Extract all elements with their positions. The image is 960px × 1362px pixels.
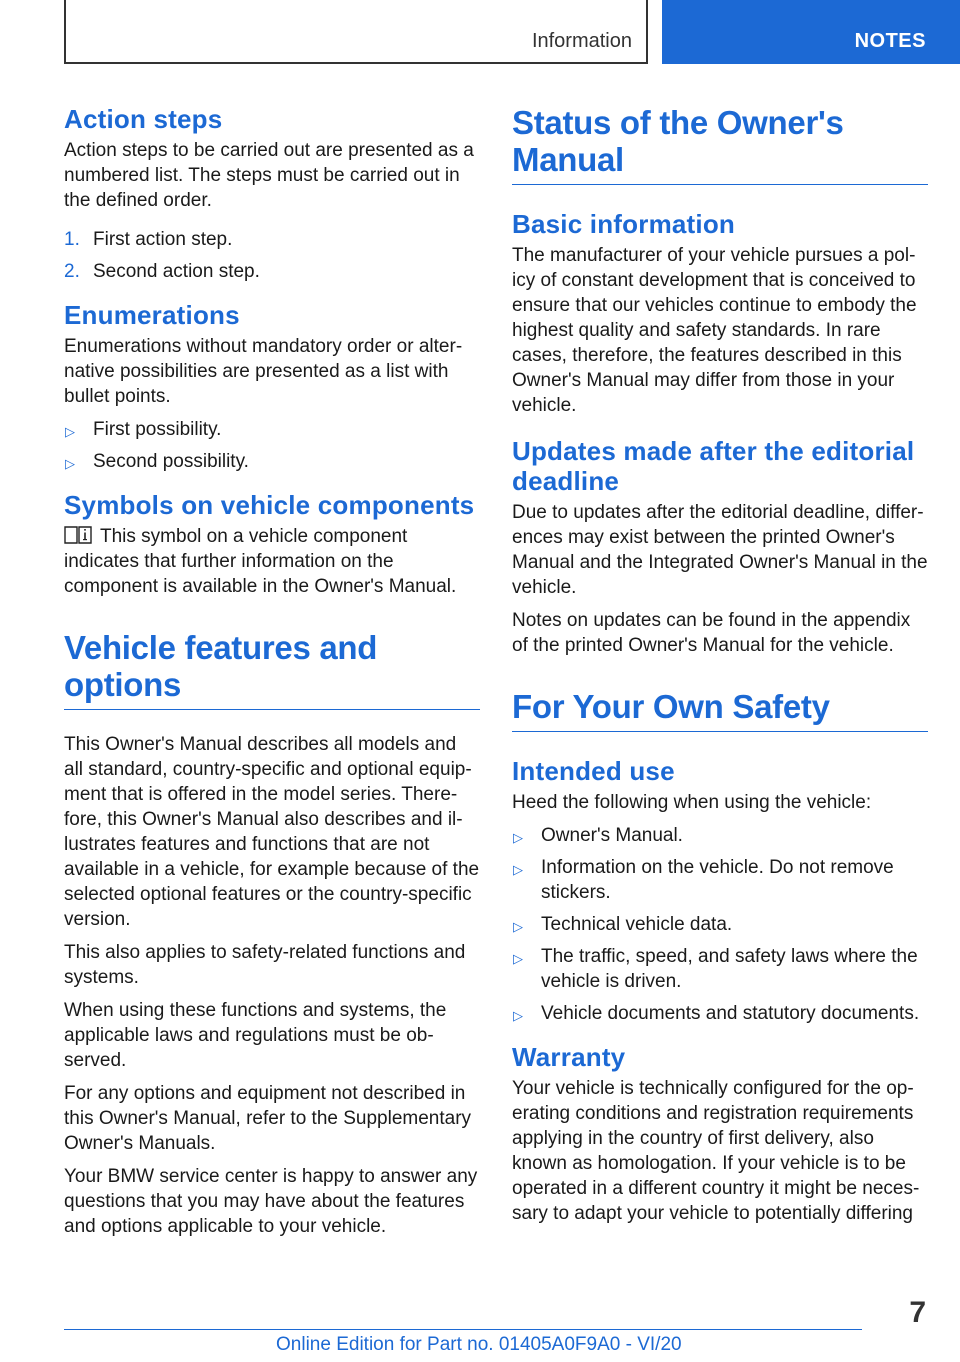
heading-action-steps: Action steps [64,104,223,134]
triangle-bullet-icon: ▷ [65,424,75,439]
features-paragraph: When using these functions and systems, the applicable laws and regulations must be observed. [64,1000,447,1071]
notes-tab-label: NOTES [854,30,926,52]
list-item: ▷ Vehicle documents and statutory documents. [512,1001,928,1026]
action-steps-text: Action steps to be carried out are presented as a numbered list. The steps must be carried out in the defined order. [64,140,474,211]
heading-warranty: Warranty [512,1042,626,1072]
updates-paragraph: Due to updates after the editorial deadline, differences may exist between the printed Owner's Manual and the Integrated Owner's Manual in the vehicle. [512,502,928,598]
basic-information-text: The manufacturer of your vehicle pursues a policy of constant development that is conceived to ensure that our vehicles continue to embody the highest quality and safety standards. In rare cases, therefore, the features described in this Owner's Manual may differ from those in your vehicle. [512,245,917,416]
triangle-bullet-icon: ▷ [513,919,523,934]
left-column [64,100,480,1247]
footer-divider [64,1329,862,1330]
notes-tab [662,0,960,64]
heading-symbols: Symbols on vehicle components [64,490,475,520]
action-steps-list [64,227,480,284]
heading-vehicle-features: Vehicle features and options [64,629,480,710]
features-paragraph: This also applies to safety-related functions and systems. [64,942,466,988]
features-paragraph: Your BMW service center is happy to answer any questions that you may have about the features and options applicable to your vehicle. [64,1166,478,1237]
warranty-text: Your vehicle is technically configured for the operating conditions and registration requirements applying in the country of first delivery, also known as homologation. If your vehicle is to be operated in a different country it might be necessary to adapt your vehicle to potentially differing [512,1078,920,1224]
heading-updates: Updates made after the editorial deadline [512,436,915,496]
heading-status: Status of the Owner's Manual [512,104,928,185]
symbols-text: This symbol on a vehicle component indicates that further information on the component is available in the Owner's Manual. [64,526,457,597]
list-item: ▷ Technical vehicle data. [512,912,928,937]
triangle-bullet-icon: ▷ [513,951,523,966]
page-number: 7 [909,1296,926,1329]
list-item: ▷ The traffic, speed, and safety laws where the vehicle is driven. [513,946,918,992]
enumerations-text: Enumerations without mandatory order or alternative possibilities are presented as a list with bullet points. [64,336,463,407]
list-item: ▷ Owner's Manual. [512,823,928,848]
owners-manual-book-icon [64,525,92,544]
features-paragraph: For any options and equipment not described in this Owner's Manual, refer to the Supplementary Owner's Manuals. [64,1083,472,1154]
enumerations-list [64,417,480,474]
footer-edition: Online Edition for Part no. 01405A0F9A0 - VI/20 [276,1334,682,1355]
triangle-bullet-icon: ▷ [513,1008,523,1023]
triangle-bullet-icon: ▷ [513,862,523,877]
heading-enumerations: Enumerations [64,300,240,330]
features-paragraph: This Owner's Manual describes all models and all standard, country-specific and optional equipment that is offered in the model series. Therefore, this Owner's Manual also describes and illustrates features and functions that are not available in a vehicle, for example because of the selected optional features or the country-specific version. [64,734,480,930]
list-item: 2. Second action step. [64,261,260,282]
heading-safety: For Your Own Safety [512,688,928,732]
heading-basic-information: Basic information [512,209,735,239]
triangle-bullet-icon: ▷ [65,456,75,471]
triangle-bullet-icon: ▷ [513,830,523,845]
intended-use-text: Heed the following when using the vehicle: [512,792,872,813]
intended-use-list [512,823,928,1026]
symbols-text-row [64,524,480,599]
right-column [512,100,928,1234]
section-title: Information [531,30,632,52]
heading-intended-use: Intended use [512,756,675,786]
updates-paragraph: Notes on updates can be found in the appendix of the printed Owner's Manual for the vehicle. [512,610,911,656]
list-item: ▷ Second possibility. [64,449,480,474]
header-bar [64,0,648,64]
list-item: ▷ Information on the vehicle. Do not remove stickers. [513,857,894,903]
list-item: ▷ First possibility. [64,417,480,442]
list-item: 1. First action step. [64,229,233,250]
